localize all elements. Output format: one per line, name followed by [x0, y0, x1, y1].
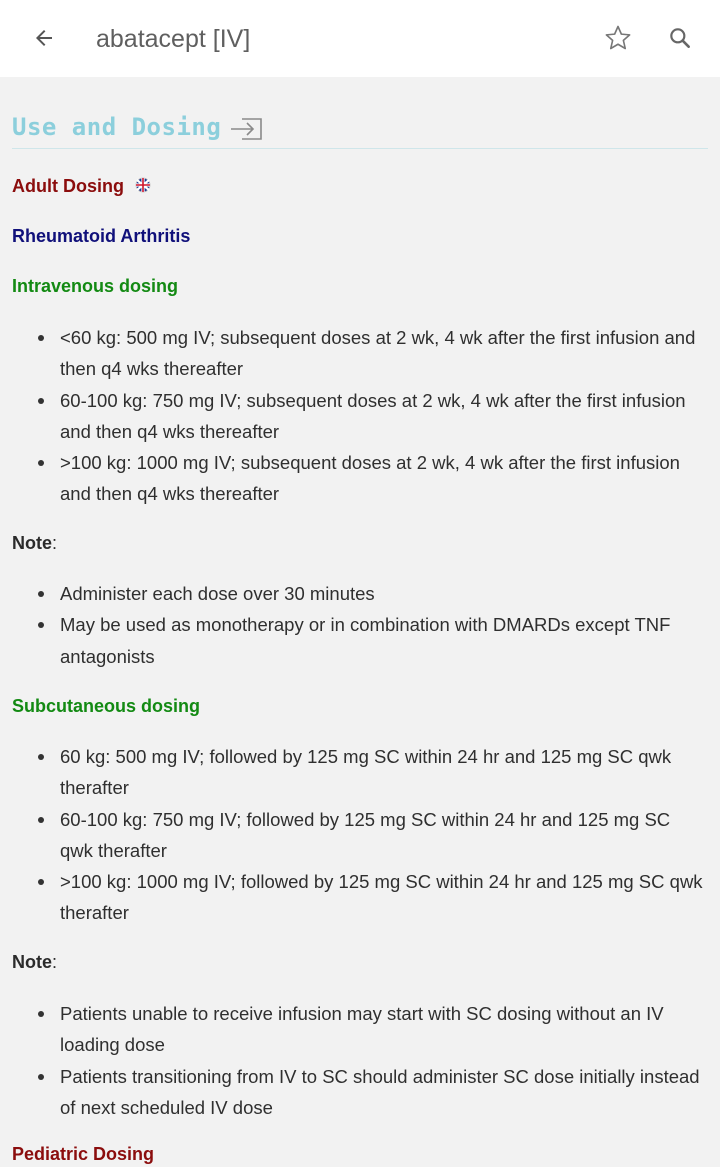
uk-flag-icon — [135, 174, 151, 200]
list-item: 60 kg: 500 mg IV; followed by 125 mg SC within 24 hr and 125 mg SC qwk therafter — [12, 741, 708, 804]
iv-notes-list — [12, 578, 708, 672]
list-item: 60-100 kg: 750 mg IV; followed by 125 mg SC within 24 hr and 125 mg SC qwk therafter — [12, 804, 708, 867]
star-outline-icon — [603, 23, 633, 53]
page-title: abatacept [IV] — [96, 25, 251, 53]
jump-to-section-button[interactable] — [230, 117, 264, 146]
search-icon — [667, 25, 693, 51]
sc-note-label: Note: — [12, 952, 58, 972]
list-item: May be used as monotherapy or in combination with DMARDs except TNF antagonists — [12, 609, 708, 672]
note-label-text: Note — [12, 533, 52, 553]
list-item: Patients transitioning from IV to SC should administer SC dose initially instead of next scheduled IV dose — [12, 1061, 708, 1124]
iv-note-label: Note: — [12, 533, 58, 553]
iv-dosing-heading: Intravenous dosing — [12, 276, 179, 296]
pediatric-dosing-heading: Pediatric Dosing — [12, 1144, 155, 1164]
jump-to-section-icon — [230, 117, 264, 141]
note-label-text: Note — [12, 952, 52, 972]
section-header — [12, 111, 708, 149]
arrow-left-icon — [32, 26, 56, 50]
favorite-button[interactable] — [600, 20, 636, 56]
sc-notes-list — [12, 998, 708, 1123]
sc-dosing-list — [12, 741, 708, 929]
list-item: Administer each dose over 30 minutes — [12, 578, 708, 609]
list-item: >100 kg: 1000 mg IV; followed by 125 mg SC within 24 hr and 125 mg SC qwk therafter — [12, 866, 708, 929]
list-item: <60 kg: 500 mg IV; subsequent doses at 2 wk, 4 wk after the first infusion and then q4 wks thereafter — [12, 322, 708, 385]
section-title: Use and Dosing — [12, 113, 222, 141]
list-item: >100 kg: 1000 mg IV; subsequent doses at 2 wk, 4 wk after the first infusion and then q4 wks thereafter — [12, 447, 708, 510]
sc-dosing-heading: Subcutaneous dosing — [12, 696, 201, 716]
list-item: 60-100 kg: 750 mg IV; subsequent doses at 2 wk, 4 wk after the first infusion and then q4 wks thereafter — [12, 385, 708, 448]
iv-dosing-list — [12, 322, 708, 510]
adult-dosing-heading — [12, 173, 151, 200]
app-bar — [0, 0, 720, 77]
back-button[interactable] — [28, 22, 60, 54]
list-item: Patients unable to receive infusion may start with SC dosing without an IV loading dose — [12, 998, 708, 1061]
search-button[interactable] — [662, 20, 698, 56]
condition-heading: Rheumatoid Arthritis — [12, 226, 191, 246]
adult-dosing-label: Adult Dosing — [12, 176, 124, 196]
